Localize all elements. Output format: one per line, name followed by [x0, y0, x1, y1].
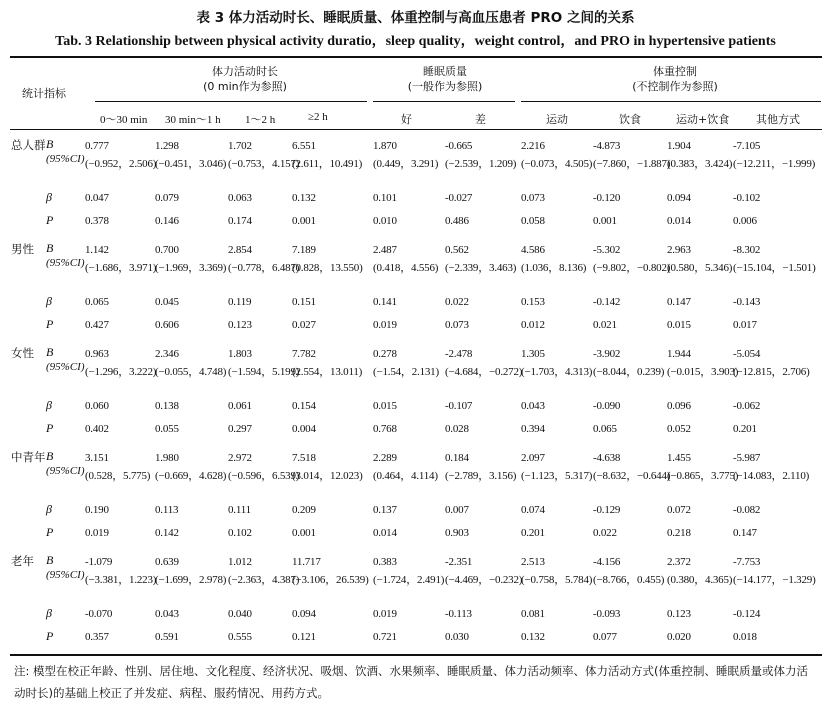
cell-ci: (−1.724，2.491) — [373, 574, 445, 586]
cell-p: 0.721 — [373, 631, 397, 643]
cell-p: 0.357 — [85, 631, 109, 643]
cell-b: -3.902 — [593, 348, 621, 360]
cell-ci: (−2.789，3.156) — [445, 470, 517, 482]
group-title-activity: 体力活动时长 — [212, 65, 278, 78]
cell-beta: -0.129 — [593, 504, 621, 516]
cell-b: 11.717 — [292, 556, 321, 568]
cell-beta: -0.143 — [733, 296, 761, 308]
cell-beta: -0.090 — [593, 400, 621, 412]
cell-b: 2.216 — [521, 140, 545, 152]
cell-b: 1.904 — [667, 140, 691, 152]
cell-ci: (−0.596，6.539) — [228, 470, 300, 482]
cell-beta: 0.072 — [667, 504, 691, 516]
cell-beta: 0.079 — [155, 192, 179, 204]
cell-p: 0.028 — [445, 423, 469, 435]
cell-beta: -0.142 — [593, 296, 621, 308]
cell-b: -5.054 — [733, 348, 761, 360]
col-header-1-2h: 1～2 h — [245, 114, 276, 126]
cell-beta: 0.061 — [228, 400, 252, 412]
group-line-sleep — [373, 101, 515, 102]
group-ref-sleep: (一般作为参照) — [407, 80, 483, 93]
cell-b: 2.097 — [521, 452, 545, 464]
cell-beta: -0.107 — [445, 400, 473, 412]
cell-ci: (−0.778，6.487) — [228, 262, 300, 274]
cell-ci: (−0.015，3.903) — [667, 366, 739, 378]
cell-p: 0.102 — [228, 527, 252, 539]
cell-ci: (−14.083，2.110) — [733, 470, 810, 482]
b-label: B — [46, 449, 54, 463]
top-rule — [10, 56, 822, 58]
cell-p: 0.001 — [292, 215, 316, 227]
cell-beta: 0.040 — [228, 608, 252, 620]
cell-ci: (−12.211，−1.999) — [733, 158, 816, 170]
cell-b: 0.278 — [373, 348, 397, 360]
cell-b: 2.346 — [155, 348, 179, 360]
cell-b: 6.551 — [292, 140, 316, 152]
cell-ci: (−14.177，−1.329) — [733, 574, 816, 586]
cell-p: 0.055 — [155, 423, 179, 435]
cell-b: 2.372 — [667, 556, 691, 568]
row-group-label: 老年 — [11, 554, 34, 568]
cell-p: 0.027 — [292, 319, 316, 331]
cell-b: -7.105 — [733, 140, 761, 152]
cell-beta: 0.096 — [667, 400, 691, 412]
cell-beta: 0.063 — [228, 192, 252, 204]
cell-ci: (2.554，13.011) — [292, 366, 363, 378]
cell-ci: (−2.339，3.463) — [445, 262, 517, 274]
cell-beta: 0.081 — [521, 608, 545, 620]
group-title-weight: 体重控制 — [653, 65, 697, 78]
row-group-label: 男性 — [11, 242, 34, 256]
cell-b: -0.665 — [445, 140, 473, 152]
cell-ci: (1.036，8.136) — [521, 262, 587, 274]
b-label: B — [46, 137, 54, 151]
cell-ci: (−8.766，0.455) — [593, 574, 665, 586]
cell-ci: (2.611，10.491) — [292, 158, 363, 170]
cell-beta: 0.094 — [667, 192, 691, 204]
group-ref-activity: (0 min作为参照) — [203, 80, 287, 93]
cell-p: 0.014 — [667, 215, 691, 227]
ci-label: (95%CI) — [46, 569, 85, 581]
cell-ci: (−0.952，2.506) — [85, 158, 157, 170]
cell-ci: (0.449，3.291) — [373, 158, 439, 170]
cell-ci: (−1.123，5.317) — [521, 470, 593, 482]
p-label: P — [46, 213, 54, 227]
cell-ci: (−1.686，3.971) — [85, 262, 157, 274]
col-header-diet: 饮食 — [619, 113, 641, 126]
cell-b: 0.184 — [445, 452, 469, 464]
cell-p: 0.073 — [445, 319, 469, 331]
cell-p: 0.768 — [373, 423, 397, 435]
col-header-ge2h: ≥2 h — [308, 111, 328, 123]
cell-p: 0.147 — [733, 527, 757, 539]
cell-p: 0.004 — [292, 423, 316, 435]
col-header-30min-1h: 30 min～1 h — [165, 114, 221, 126]
cell-beta: 0.043 — [155, 608, 179, 620]
cell-ci: (0.380，4.365) — [667, 574, 733, 586]
cell-ci: (0.828，13.550) — [292, 262, 363, 274]
cell-beta: 0.137 — [373, 504, 397, 516]
cell-ci: (−0.451，3.046) — [155, 158, 227, 170]
col-header-poor: 差 — [475, 113, 486, 126]
cell-ci: (−1.699，2.978) — [155, 574, 227, 586]
cell-ci: (0.464，4.114) — [373, 470, 438, 482]
cell-p: 0.555 — [228, 631, 252, 643]
cell-b: -5.987 — [733, 452, 761, 464]
cell-p: 0.014 — [373, 527, 397, 539]
cell-p: 0.058 — [521, 215, 545, 227]
cell-p: 0.012 — [521, 319, 545, 331]
cell-b: 4.586 — [521, 244, 545, 256]
header-rule — [10, 129, 822, 130]
beta-label: β — [46, 398, 52, 412]
cell-ci: (0.580，5.346) — [667, 262, 733, 274]
cell-beta: -0.102 — [733, 192, 761, 204]
cell-b: 1.298 — [155, 140, 179, 152]
cell-beta: 0.094 — [292, 608, 316, 620]
p-label: P — [46, 629, 54, 643]
cell-b: -1.079 — [85, 556, 113, 568]
cell-beta: 0.073 — [521, 192, 545, 204]
cell-ci: (−1.296，3.222) — [85, 366, 157, 378]
cell-ci: (−1.594，5.199) — [228, 366, 300, 378]
cell-p: 0.021 — [593, 319, 617, 331]
col-header-exercise-diet: 运动+饮食 — [676, 113, 730, 126]
cell-beta: 0.065 — [85, 296, 109, 308]
cell-beta: 0.123 — [667, 608, 691, 620]
cell-beta: 0.153 — [521, 296, 545, 308]
cell-b: 0.963 — [85, 348, 109, 360]
cell-ci: (−4.469，−0.232) — [445, 574, 523, 586]
cell-ci: (−0.055，4.748) — [155, 366, 227, 378]
cell-b: 0.383 — [373, 556, 397, 568]
bottom-rule — [10, 654, 822, 656]
cell-beta: 0.074 — [521, 504, 545, 516]
cell-ci: (−0.758，5.784) — [521, 574, 593, 586]
cell-beta: -0.113 — [445, 608, 472, 620]
cell-b: 0.700 — [155, 244, 179, 256]
cell-ci: (0.383，3.424) — [667, 158, 733, 170]
beta-label: β — [46, 294, 52, 308]
cell-ci: (−2.363，4.387) — [228, 574, 300, 586]
row-group-label: 总人群 — [11, 138, 46, 152]
cell-b: 2.513 — [521, 556, 545, 568]
beta-label: β — [46, 190, 52, 204]
group-ref-weight: (不控制作为参照) — [632, 80, 718, 93]
b-label: B — [46, 241, 54, 255]
cell-beta: 0.119 — [228, 296, 252, 308]
cell-p: 0.065 — [593, 423, 617, 435]
cell-b: 7.518 — [292, 452, 316, 464]
cell-ci: (−8.632，−0.644) — [593, 470, 671, 482]
cell-b: -7.753 — [733, 556, 761, 568]
cell-p: 0.486 — [445, 215, 469, 227]
cell-beta: -0.082 — [733, 504, 761, 516]
cell-ci: (−3.381，1.223) — [85, 574, 157, 586]
cell-ci: (−1.703，4.313) — [521, 366, 593, 378]
cell-b: 0.562 — [445, 244, 469, 256]
cell-b: 0.639 — [155, 556, 179, 568]
cell-ci: (−0.753，4.157) — [228, 158, 300, 170]
ci-label: (95%CI) — [46, 361, 85, 373]
table-title-cn: 表 3 体力活动时长、睡眠质量、体重控制与高血压患者 PRO 之间的关系 — [196, 10, 635, 26]
cell-ci: (3.014，12.023) — [292, 470, 363, 482]
cell-p: 0.015 — [667, 319, 691, 331]
cell-ci: (−12.815，2.706) — [733, 366, 810, 378]
cell-beta: -0.093 — [593, 608, 621, 620]
cell-b: 1.012 — [228, 556, 252, 568]
cell-beta: -0.120 — [593, 192, 621, 204]
cell-ci: (−3.106，26.539) — [292, 574, 369, 586]
cell-b: 1.702 — [228, 140, 252, 152]
stat-label: 统计指标 — [22, 87, 66, 100]
cell-p: 0.019 — [373, 319, 397, 331]
row-group-label: 中青年 — [11, 450, 46, 464]
cell-b: 7.189 — [292, 244, 316, 256]
group-line-weight — [521, 101, 821, 102]
cell-ci: (−1.54，2.131) — [373, 366, 439, 378]
cell-beta: 0.209 — [292, 504, 316, 516]
cell-b: 1.980 — [155, 452, 179, 464]
cell-b: -4.638 — [593, 452, 621, 464]
cell-beta: 0.113 — [155, 504, 179, 516]
cell-beta: 0.132 — [292, 192, 316, 204]
cell-p: 0.378 — [85, 215, 109, 227]
cell-p: 0.010 — [373, 215, 397, 227]
cell-b: 1.142 — [85, 244, 109, 256]
cell-p: 0.427 — [85, 319, 109, 331]
cell-p: 0.001 — [292, 527, 316, 539]
cell-b: 7.782 — [292, 348, 316, 360]
cell-b: -8.302 — [733, 244, 761, 256]
cell-beta: 0.043 — [521, 400, 545, 412]
cell-ci: (−4.684，−0.272) — [445, 366, 523, 378]
cell-b: -2.351 — [445, 556, 473, 568]
cell-b: -4.873 — [593, 140, 621, 152]
cell-p: 0.903 — [445, 527, 469, 539]
cell-p: 0.606 — [155, 319, 179, 331]
cell-b: 1.305 — [521, 348, 545, 360]
cell-beta: 0.151 — [292, 296, 316, 308]
cell-beta: 0.141 — [373, 296, 397, 308]
ci-label: (95%CI) — [46, 257, 85, 269]
cell-p: 0.019 — [85, 527, 109, 539]
cell-p: 0.001 — [593, 215, 617, 227]
cell-ci: (−15.104，−1.501) — [733, 262, 816, 274]
cell-b: 2.963 — [667, 244, 691, 256]
cell-b: 1.803 — [228, 348, 252, 360]
cell-p: 0.201 — [733, 423, 757, 435]
cell-beta: -0.027 — [445, 192, 473, 204]
cell-beta: 0.015 — [373, 400, 397, 412]
beta-label: β — [46, 606, 52, 620]
cell-beta: 0.007 — [445, 504, 469, 516]
cell-ci: (−9.802，−0.802) — [593, 262, 671, 274]
cell-p: 0.297 — [228, 423, 252, 435]
cell-beta: 0.154 — [292, 400, 316, 412]
cell-ci: (−0.865，3.775) — [667, 470, 739, 482]
cell-b: 2.487 — [373, 244, 397, 256]
cell-beta: 0.101 — [373, 192, 397, 204]
b-label: B — [46, 345, 54, 359]
cell-b: 1.455 — [667, 452, 691, 464]
cell-b: 1.944 — [667, 348, 691, 360]
cell-beta: 0.147 — [667, 296, 691, 308]
b-label: B — [46, 553, 54, 567]
cell-b: -5.302 — [593, 244, 621, 256]
p-label: P — [46, 421, 54, 435]
cell-p: 0.402 — [85, 423, 109, 435]
cell-p: 0.146 — [155, 215, 179, 227]
cell-b: 2.972 — [228, 452, 252, 464]
group-line-activity — [95, 101, 367, 102]
cell-p: 0.394 — [521, 423, 545, 435]
cell-p: 0.201 — [521, 527, 545, 539]
cell-ci: (−1.969，3.369) — [155, 262, 227, 274]
cell-beta: 0.111 — [228, 504, 251, 516]
cell-b: 2.854 — [228, 244, 252, 256]
cell-beta: -0.124 — [733, 608, 761, 620]
cell-beta: 0.019 — [373, 608, 397, 620]
cell-p: 0.142 — [155, 527, 179, 539]
col-header-good: 好 — [401, 113, 412, 126]
cell-beta: 0.045 — [155, 296, 179, 308]
cell-ci: (−0.073，4.505) — [521, 158, 593, 170]
cell-ci: (0.528，5.775) — [85, 470, 151, 482]
cell-ci: (−8.044，0.239) — [593, 366, 665, 378]
cell-p: 0.052 — [667, 423, 691, 435]
cell-p: 0.121 — [292, 631, 316, 643]
cell-ci: (0.418，4.556) — [373, 262, 439, 274]
cell-b: 2.289 — [373, 452, 397, 464]
cell-p: 0.030 — [445, 631, 469, 643]
cell-p: 0.123 — [228, 319, 252, 331]
cell-p: 0.018 — [733, 631, 757, 643]
cell-ci: (−7.860，−1.887) — [593, 158, 671, 170]
cell-beta: 0.022 — [445, 296, 469, 308]
cell-b: 1.870 — [373, 140, 397, 152]
cell-beta: -0.062 — [733, 400, 761, 412]
col-header-other: 其他方式 — [756, 113, 800, 126]
cell-beta: -0.070 — [85, 608, 113, 620]
cell-p: 0.077 — [593, 631, 617, 643]
p-label: P — [46, 317, 54, 331]
group-title-sleep: 睡眠质量 — [423, 65, 467, 78]
col-header-0-30min: 0～30 min — [100, 114, 148, 126]
cell-ci: (−2.539，1.209) — [445, 158, 517, 170]
beta-label: β — [46, 502, 52, 516]
cell-b: 3.151 — [85, 452, 109, 464]
ci-label: (95%CI) — [46, 465, 85, 477]
cell-p: 0.218 — [667, 527, 691, 539]
row-group-label: 女性 — [11, 346, 34, 360]
cell-p: 0.132 — [521, 631, 545, 643]
cell-ci: (−0.669，4.628) — [155, 470, 227, 482]
cell-p: 0.591 — [155, 631, 179, 643]
cell-p: 0.022 — [593, 527, 617, 539]
cell-beta: 0.047 — [85, 192, 109, 204]
cell-p: 0.006 — [733, 215, 757, 227]
ci-label: (95%CI) — [46, 153, 85, 165]
col-header-exercise: 运动 — [546, 113, 568, 126]
cell-p: 0.020 — [667, 631, 691, 643]
cell-p: 0.174 — [228, 215, 252, 227]
table-title-en: Tab. 3 Relationship between physical activity duratio，sleep quality，weight control，and PRO in hypertensive patients — [55, 34, 776, 49]
cell-beta: 0.190 — [85, 504, 109, 516]
cell-b: -2.478 — [445, 348, 473, 360]
cell-beta: 0.138 — [155, 400, 179, 412]
cell-beta: 0.060 — [85, 400, 109, 412]
table-note: 注: 模型在校正年龄、性别、居住地、文化程度、经济状况、吸烟、饮酒、水果频率、睡眠质量、体力活动频率、体力活动方式(体重控制、睡眠质量或体力活动时长)的基础上校正了并发症、病程、服药情况、用药方式。 — [14, 664, 809, 700]
cell-b: 0.777 — [85, 140, 109, 152]
cell-p: 0.017 — [733, 319, 757, 331]
p-label: P — [46, 525, 54, 539]
cell-b: -4.156 — [593, 556, 621, 568]
